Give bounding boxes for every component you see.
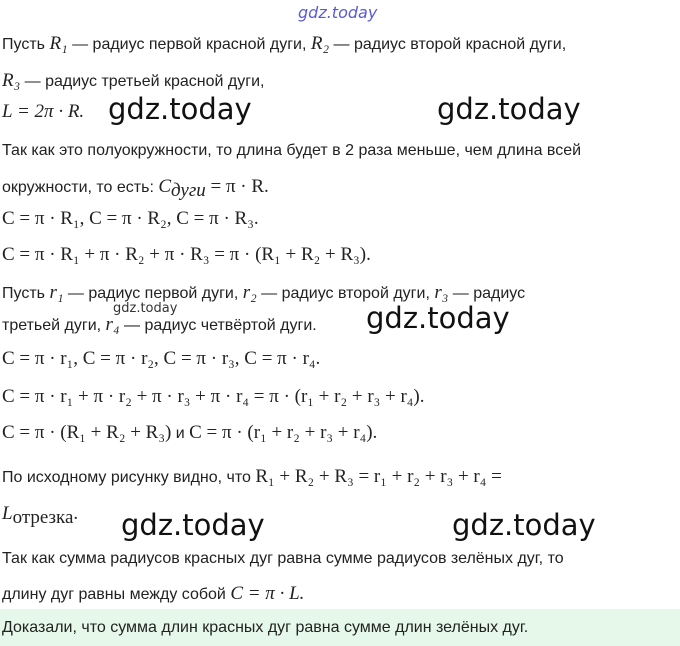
text: окружности, то есть: <box>2 179 159 196</box>
math-l: L <box>2 503 13 524</box>
math-r3: R₃ <box>2 70 21 91</box>
paragraph-line <box>2 503 78 526</box>
paragraph-line <box>2 422 377 445</box>
math-expression: R₁ + R₂ + R₃ = r₁ + r₂ + r₃ + r₄ = <box>255 466 502 487</box>
conclusion-text: Доказали, что сумма длин красных дуг равна сумме длин зелёных дуг. <box>2 618 529 636</box>
math-subscript: отрезка <box>12 507 74 528</box>
math-c: C <box>158 176 172 197</box>
math-r1: R₁ <box>49 33 68 54</box>
paragraph-line <box>2 466 502 489</box>
math-r2: r₂ <box>242 282 257 303</box>
math-r3: r₃ <box>434 282 449 303</box>
text: — радиус второй красной дуги, <box>329 36 567 53</box>
watermark-top: gdz.today <box>298 3 378 22</box>
math-expression: C = π · (r₁ + r₂ + r₃ + r₄). <box>189 422 378 443</box>
paragraph-line: Так как это полуокружности, то длина будет в 2 раза меньше, чем длина всей <box>2 142 582 159</box>
text: — радиус первой красной дуги, <box>67 36 311 53</box>
text: — радиус четвёртой дуги. <box>119 317 317 334</box>
math-equation: C = π · r₁, C = π · r₂, C = π · r₃, C = π · r₄. <box>2 348 321 369</box>
math-expression: C = π · L. <box>230 583 305 604</box>
math-r4: r₄ <box>105 314 120 335</box>
watermark: gdz.today <box>108 92 252 126</box>
conclusion-box <box>0 609 680 646</box>
paragraph-line <box>2 33 566 56</box>
text: — радиус третьей красной дуги, <box>20 73 265 90</box>
math-dot: . <box>73 503 79 524</box>
watermark: gdz.today <box>366 301 510 335</box>
watermark: gdz.today <box>121 508 265 542</box>
math-subscript: дуги <box>171 180 206 201</box>
paragraph-line <box>2 583 304 606</box>
text: и <box>171 425 190 442</box>
watermark: gdz.today <box>452 508 596 542</box>
text: — радиус первой дуги, <box>63 285 243 302</box>
paragraph-line <box>2 70 264 93</box>
math-equation: C = π · R₁ + π · R₂ + π · R₃ = π · (R₁ + R₂ + R₃). <box>2 244 371 265</box>
watermark: gdz.today <box>437 92 581 126</box>
text: Пусть <box>2 285 50 302</box>
text: По исходному рисунку видно, что <box>2 469 256 486</box>
math-r2: R₂ <box>310 33 330 54</box>
text: третьей дуги, <box>2 317 106 334</box>
math-equation: L = 2π · R. <box>2 101 85 122</box>
math-equation: C = π · r₁ + π · r₂ + π · r₃ + π · r₄ = π · (r₁ + r₂ + r₃ + r₄). <box>2 386 425 407</box>
text: Пусть <box>2 36 50 53</box>
text: — радиус второй дуги, <box>256 285 435 302</box>
watermark: gdz.today <box>113 301 178 316</box>
math-r1: r₁ <box>49 282 64 303</box>
paragraph-line <box>2 282 525 305</box>
text: — радиус <box>448 285 526 302</box>
math-expression: C = π · (R₁ + R₂ + R₃) <box>2 422 172 443</box>
paragraph-line <box>2 176 269 199</box>
math-expression: = π · R. <box>205 176 269 197</box>
text: длину дуг равны между собой <box>2 586 231 603</box>
math-equation: C = π · R₁, C = π · R₂, C = π · R₃. <box>2 208 259 229</box>
paragraph-line <box>2 314 317 337</box>
paragraph-line: Так как сумма радиусов красных дуг равна сумме радиусов зелёных дуг, то <box>2 550 564 567</box>
